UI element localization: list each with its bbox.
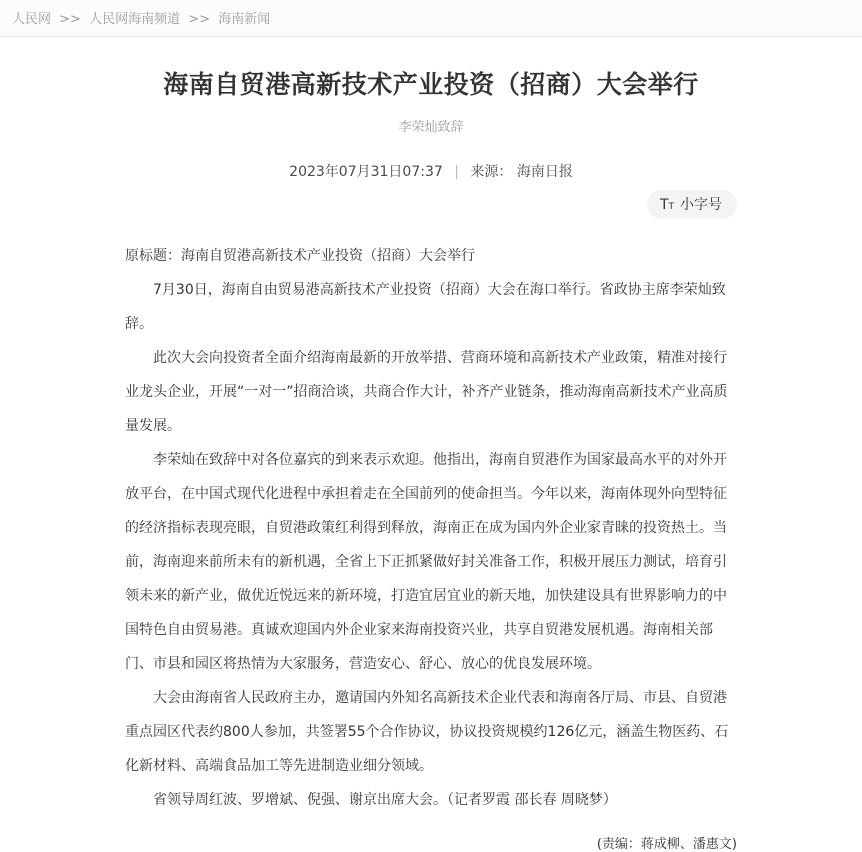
breadcrumb-item-people-net[interactable]: 人民网: [12, 12, 52, 27]
editors-credit: (责编：蒋成柳、潘惠文): [596, 836, 737, 852]
article-paragraph: 7月30日，海南自由贸易港高新技术产业投资（招商）大会在海口举行。省政协主席李荣灿致辞。: [125, 281, 726, 332]
meta-divider: |: [454, 163, 459, 180]
font-size-label: 小字号: [680, 196, 722, 213]
publish-date: 2023年07月31日07:37: [289, 163, 443, 180]
original-title-line: 原标题：海南自贸港高新技术产业投资（招商）大会举行: [125, 247, 475, 264]
font-size-icon: TT: [659, 196, 674, 213]
source-name[interactable]: 海南日报: [516, 163, 573, 180]
article-body: [125, 239, 737, 817]
article-paragraph: 省领导周红波、罗增斌、倪强、谢京出席大会。（记者罗霞 邵长春 周晓梦）: [153, 791, 617, 808]
page-title: 海南自贸港高新技术产业投资（招商）大会举行: [163, 70, 699, 99]
article-meta: [125, 161, 737, 181]
article-container: [125, 69, 737, 852]
breadcrumb: [0, 0, 862, 37]
article-subtitle: 李荣灿致辞: [398, 119, 464, 135]
breadcrumb-separator: >>: [59, 12, 81, 27]
source-label: 来源：: [470, 163, 513, 180]
article-paragraph: 此次大会向投资者全面介绍海南最新的开放举措、营商环境和高新技术产业政策，精准对接行业龙头企业，开展“一对一”招商洽谈，共商合作大计，补齐产业链条，推动海南高新技术产业高质量发展。: [125, 349, 728, 434]
article-paragraph: 李荣灿在致辞中对各位嘉宾的到来表示欢迎。他指出，海南自贸港作为国家最高水平的对外开放平台，在中国式现代化进程中承担着走在全国前列的使命担当。今年以来，海南体现外向型特征的经济指标表现亮眼，自贸港政策红利得到释放，海南正在成为国内外企业家青睐的投资热土。当前，海南迎来前所未有的新机遇，全省上下正抓紧做好封关准备工作，积极开展压力测试，培育引领未来的新产业，做优近悦远来的新环境，打造宜居宜业的新天地，加快建设具有世界影响力的中国特色自由贸易港。真诚欢迎国内外企业家来海南投资兴业，共享自贸港发展机遇。海南相关部门、市县和园区将热情为大家服务，营造安心、舒心、放心的优良发展环境。: [125, 451, 727, 672]
font-size-button[interactable]: [647, 190, 737, 219]
breadcrumb-separator: >>: [188, 12, 211, 27]
article-toolbar: [125, 190, 737, 219]
article-paragraph: 大会由海南省人民政府主办，邀请国内外知名高新技术企业代表和海南各厅局、市县、自贸港重点园区代表约800人参加，共签署55个合作协议，协议投资规模约126亿元，涵盖生物医药、石化新材料、高端食品加工等先进制造业细分领域。: [125, 689, 729, 774]
breadcrumb-item-hainan-news[interactable]: 海南新闻: [218, 12, 271, 27]
breadcrumb-item-hainan-channel[interactable]: 人民网海南频道: [89, 12, 181, 27]
